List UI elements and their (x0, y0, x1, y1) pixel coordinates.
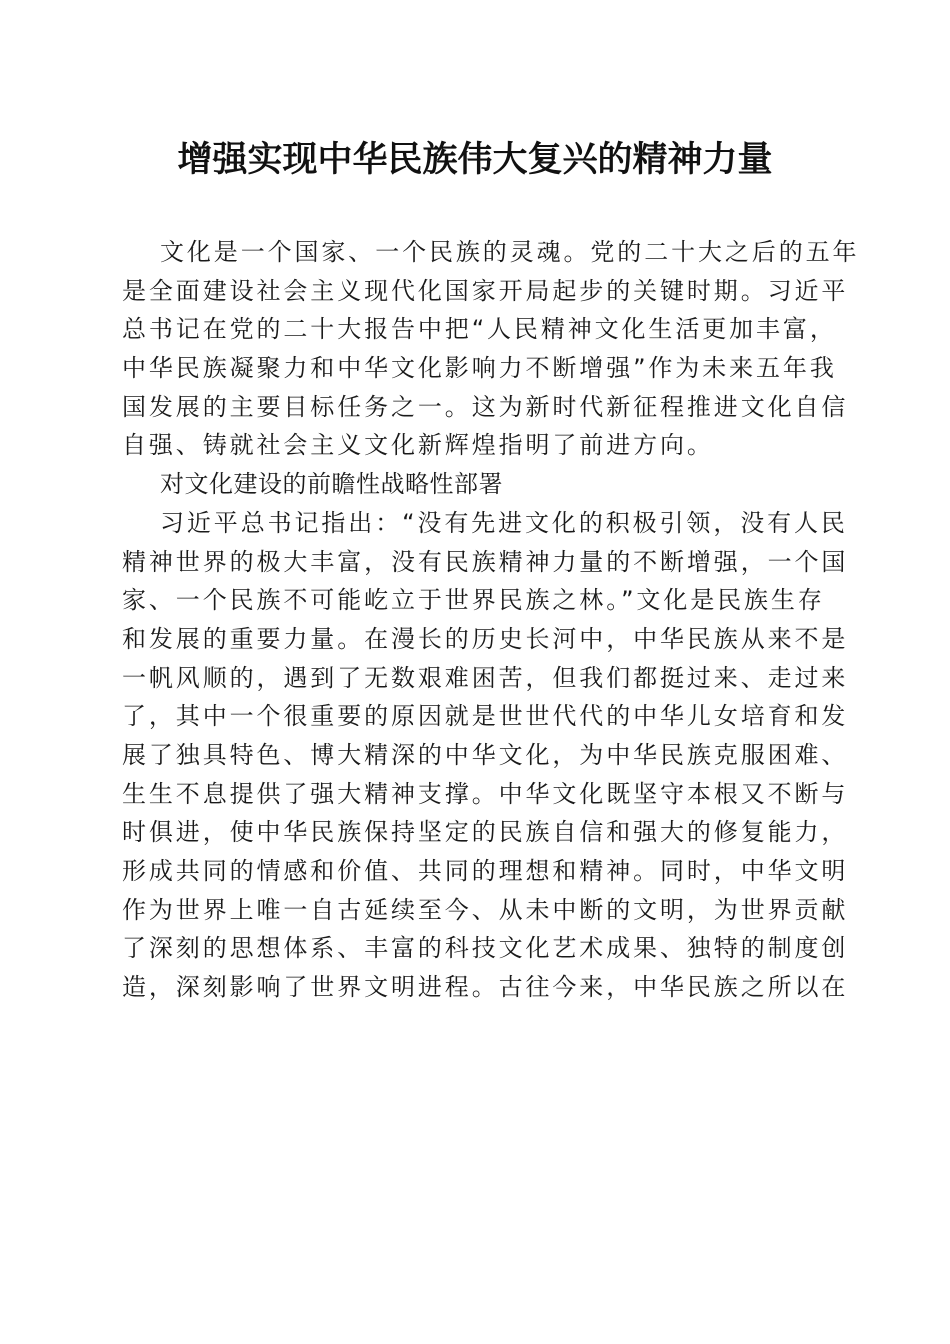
paragraph-line: 中华民族凝聚力和中华文化影响力不断增强”作为未来五年我 (122, 354, 837, 383)
paragraph-line: 展了独具特色、博大精深的中华文化，为中华民族克服困难、 (122, 740, 849, 769)
document-title: 增强实现中华民族伟大复兴的精神力量 (177, 139, 773, 180)
paragraph-line: 是全面建设社会主义现代化国家开局起步的关键时期。习近平 (122, 276, 849, 305)
paragraph-line: 了，其中一个很重要的原因就是世世代代的中华儿女培育和发 (122, 702, 849, 731)
paragraph-line: 文化是一个国家、一个民族的灵魂。党的二十大之后的五年 (160, 238, 860, 266)
paragraph-line: 时俱进，使中华民族保持坚定的民族自信和强大的修复能力， (122, 818, 849, 847)
paragraph-line: 习近平总书记指出：“没有先进文化的积极引领，没有人民 (160, 508, 848, 537)
paragraph-line: 家、一个民族不可能屹立于世界民族之林。”文化是民族生存 (122, 586, 825, 615)
paragraph-line: 生生不息提供了强大精神支撑。中华文化既坚守本根又不断与 (122, 779, 849, 808)
paragraph-line: 总书记在党的二十大报告中把“人民精神文化生活更加丰富， (122, 315, 837, 344)
paragraph-line: 作为世界上唯一自古延续至今、从未中断的文明，为世界贡献 (122, 895, 849, 924)
paragraph-line: 和发展的重要力量。在漫长的历史长河中，中华民族从来不是 (122, 624, 849, 653)
paragraph-line: 自强、铸就社会主义文化新辉煌指明了前进方向。 (122, 431, 714, 460)
paragraph-line: 了深刻的思想体系、丰富的科技文化艺术成果、独特的制度创 (122, 934, 849, 963)
document-body (122, 233, 860, 1007)
paragraph-line: 精神世界的极大丰富，没有民族精神力量的不断增强，一个国 (122, 547, 849, 576)
paragraph-line: 造，深刻影响了世界文明进程。古往今来，中华民族之所以在 (122, 973, 849, 1002)
section-heading: 对文化建设的前瞻性战略性部署 (160, 470, 503, 499)
paragraph-line: 一帆风顺的，遇到了无数艰难困苦，但我们都挺过来、走过来 (122, 663, 849, 692)
paragraph-line: 形成共同的情感和价值、共同的理想和精神。同时，中华文明 (122, 857, 849, 885)
paragraph-line: 国发展的主要目标任务之一。这为新时代新征程推进文化自信 (122, 392, 849, 421)
